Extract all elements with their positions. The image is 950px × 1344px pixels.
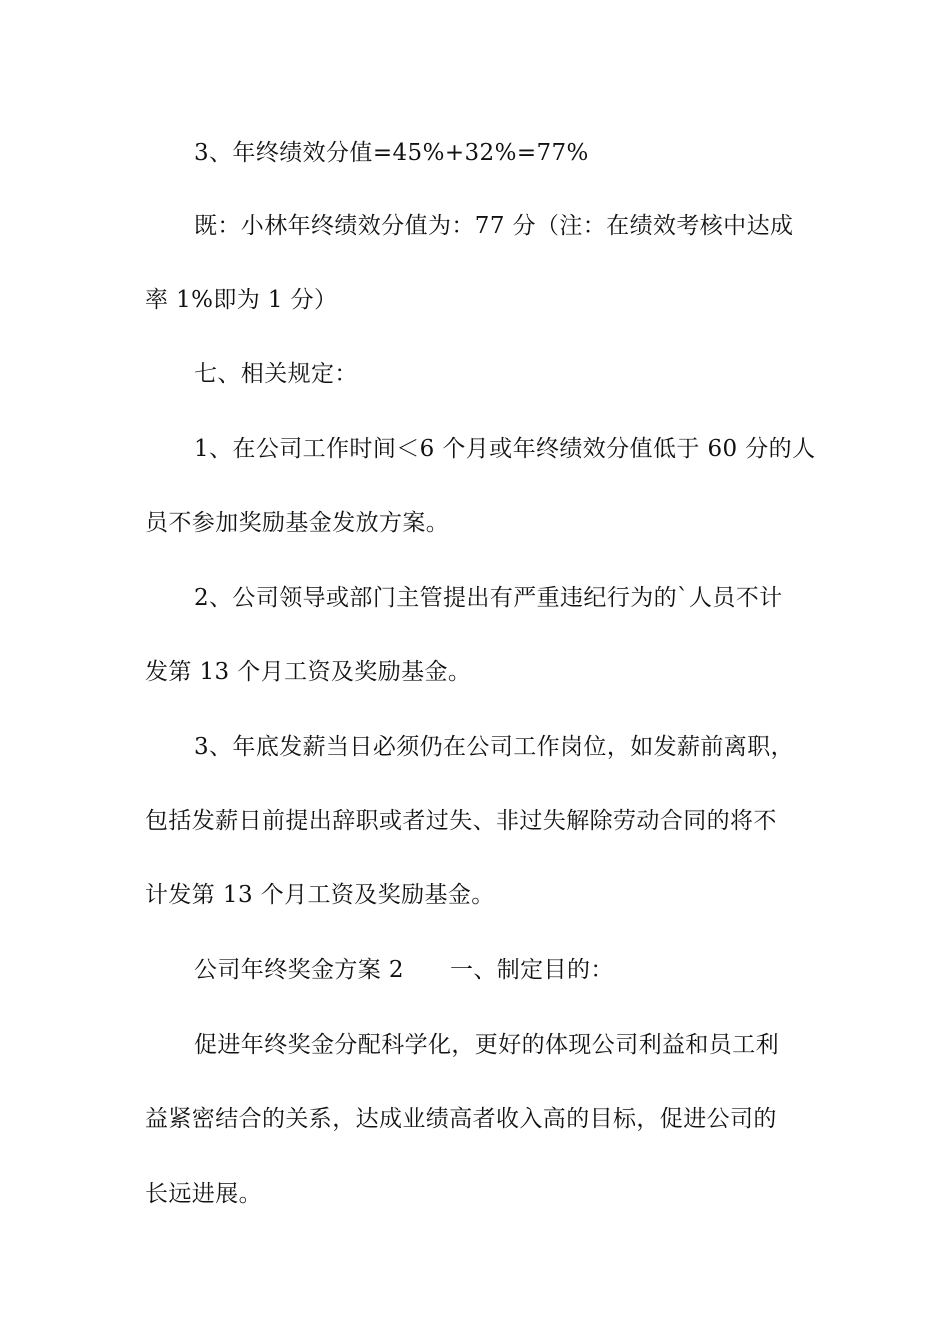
section-title: 七、相关规定： [194,361,358,387]
paragraph-line: 包括发薪日前提出辞职或者过失、非过失解除劳动合同的将不 [145,808,777,834]
paragraph-line: 3、年底发薪当日必须仍在公司工作岗位，如发薪前离职， [194,734,795,760]
paragraph-line: 计发第 13 个月工资及奖励基金。 [145,882,495,908]
paragraph-line: 益紧密结合的关系，达成业绩高者收入高的目标，促进公司的 [145,1106,777,1132]
paragraph-line: 3、年终绩效分值=45%+32%=77% [194,140,589,166]
paragraph-line: 促进年终奖金分配科学化，更好的体现公司利益和员工利 [194,1032,779,1058]
paragraph-line: 1、在公司工作时间＜6 个月或年终绩效分值低于 60 分的人 [194,436,816,462]
section-heading [145,955,874,985]
section-heading-subtitle: 一、制定目的： [449,957,614,983]
paragraph-line: 率 1%即为 1 分） [145,287,338,313]
paragraph-line: 员不参加奖励基金发放方案。 [145,510,450,536]
paragraph-line: 发第 13 个月工资及奖励基金。 [145,659,472,685]
paragraph-line: 2、公司领导或部门主管提出有严重违纪行为的`人员不计 [194,585,783,611]
paragraph-line: 长远进展。 [145,1181,262,1207]
section-heading-title: 公司年终奖金方案 2 [194,957,404,983]
paragraph-line: 既：小林年终绩效分值为：77 分（注：在绩效考核中达成 [194,213,794,239]
